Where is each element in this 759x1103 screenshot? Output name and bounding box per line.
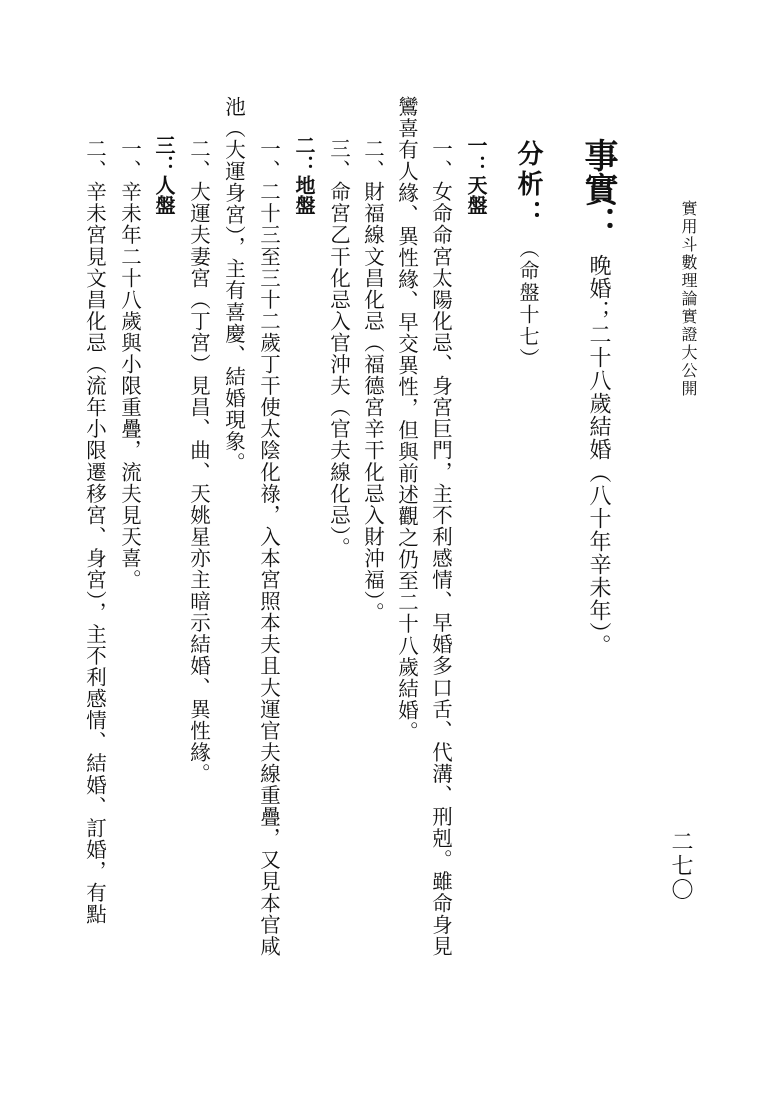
section-heading-di: 二：地盤 [292,135,316,215]
analysis-note: （命盤十七） [516,238,540,370]
page-number: 二七〇 [668,830,693,902]
di-item-2: 二、大運夫妻宮（丁宮）見昌、曲、天姚星亦主暗示結婚、異性緣。 [186,138,211,785]
tian-item-2: 二、財福線文昌化忌（福德宮辛干化忌入財沖福）。 [360,138,385,624]
di-item-1-cont: 池（大運身宮），主有喜慶、結婚現象。 [221,96,246,474]
tian-item-1: 一、女命命宮太陽化忌、身宮巨門，主不利感情、早婚多口舌、代溝、刑剋。雖命身見 [428,138,453,957]
section-heading-ren: 三：人盤 [152,135,176,215]
fact-label: 事實： [578,138,618,240]
fact-text: 晚婚；二十八歲結婚（八十年辛未年）。 [586,254,611,657]
ren-item-1: 一、辛未年二十八歲與小限重疊，流夫見天喜。 [117,138,142,591]
di-item-1: 一、二十三至三十二歲丁干使太陰化祿，入本宮照本夫且大運官夫線重疊，又見本官咸 [256,138,281,957]
analysis-label: 分析： [513,140,543,230]
tian-item-3: 三、命宮乙干化忌入官沖夫（官夫線化忌）。 [326,138,351,559]
running-header: 實用斗數理論實證大公開 [679,200,698,398]
ren-item-2: 二、辛未宮見文昌化忌（流年小限遷移宮、身宮），主不利感情、結婚、訂婚，有點 [82,138,107,926]
tian-item-1-cont: 鸞喜有人緣、異性緣、早交異性，但與前述觀之仍至二十八歲結婚。 [394,96,419,743]
section-heading-tian: 一：天盤 [464,135,488,215]
